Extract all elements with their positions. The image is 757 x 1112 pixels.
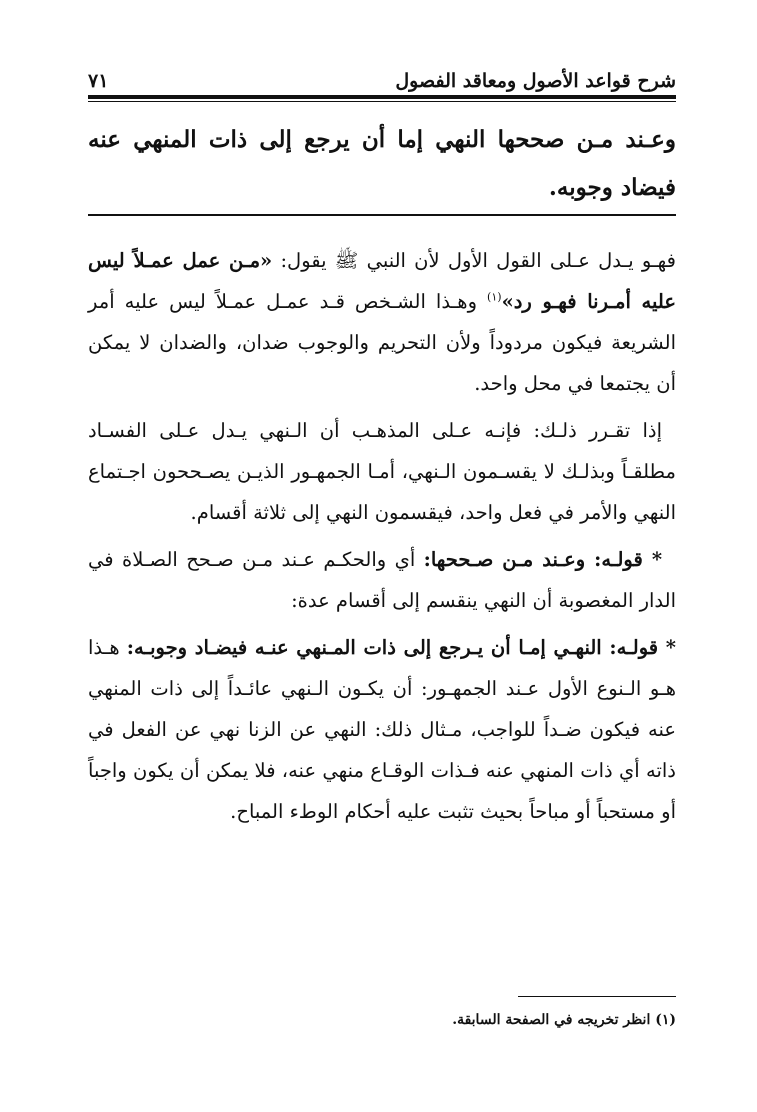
commentary <box>88 240 676 838</box>
hadith-quote: «مـن عمل عمـلاً ليس عليه أمـرنا فهـو رد» <box>88 249 676 313</box>
running-title: شرح قواعد الأصول ومعاقد الفصول <box>395 70 676 92</box>
paragraph-1-start: فهـو يـدل عـلى القول الأول لأن النبي ﷺ يقول: <box>272 249 676 272</box>
footnote-reference[interactable]: (١) <box>487 290 502 304</box>
footnote: (١) انظر تخريجه في الصفحة السابقة. <box>452 1012 676 1028</box>
paragraph-4-lead: * قولـه: النهـي إمـا أن يـرجع إلى ذات المـنهي عنـه فيضـاد وجوبـه: <box>126 636 676 659</box>
page-number: ٧١ <box>88 70 109 92</box>
paragraph-1 <box>88 240 676 404</box>
paragraph-4-rest: هـذا هـو الـنوع الأول عـند الجمهـور: أن يكـون الـنهي عائـداً إلى ذات المنهي عنه فيكون ضـداً للواجب، مـثال ذلك: النهي عن الزنا نهي عن الفعل في ذاته أي ذات المنهي عنه فـذات الوقـاع منهي عنه، فلا يمكن أن يكون واجباً أو مستحباً أو مباحاً بحيث تثبت عليه أحكام الوطء المباح. <box>88 636 676 823</box>
paragraph-1-end: وهـذا الشـخص قـد عمـل عمـلاً ليس عليه أمر الشريعة فيكون مردوداً ولأن التحريم والوجوب ضدان، والضدان لا يمكن أن يجتمعا في محل واحد. <box>88 290 676 395</box>
header-rule-thick <box>88 95 676 99</box>
paragraph-4 <box>88 627 676 832</box>
paragraph-3-rest: أي والحكـم عـند مـن صـحح الصـلاة في الدار المغصوبة أن النهي ينقسم إلى أقسام عدة: <box>88 548 676 612</box>
paragraph-2: إذا تقـرر ذلـك: فإنـه عـلى المذهـب أن الـنهي يـدل عـلى الفسـاد مطلقـاً وبذلـك لا يقسـمون الـنهي، أمـا الجمهـور الذيـن يصـححون اجـتماع النهي والأمر في فعل واحد، فيقسمون النهي إلى ثلاثة أقسام. <box>88 419 676 524</box>
matn-divider <box>88 214 676 216</box>
paragraph-3 <box>88 539 676 621</box>
page-header <box>88 62 676 92</box>
header-rule-thin <box>88 101 676 102</box>
paragraph-3-lead: * قولـه: وعـند مـن صـححها: <box>423 548 663 571</box>
matn-text: وعـند مـن صححها النهي إما أن يرجع إلى ذات المنهي عنه فيضاد وجوبه. <box>88 126 676 201</box>
footnote-divider <box>518 996 676 997</box>
